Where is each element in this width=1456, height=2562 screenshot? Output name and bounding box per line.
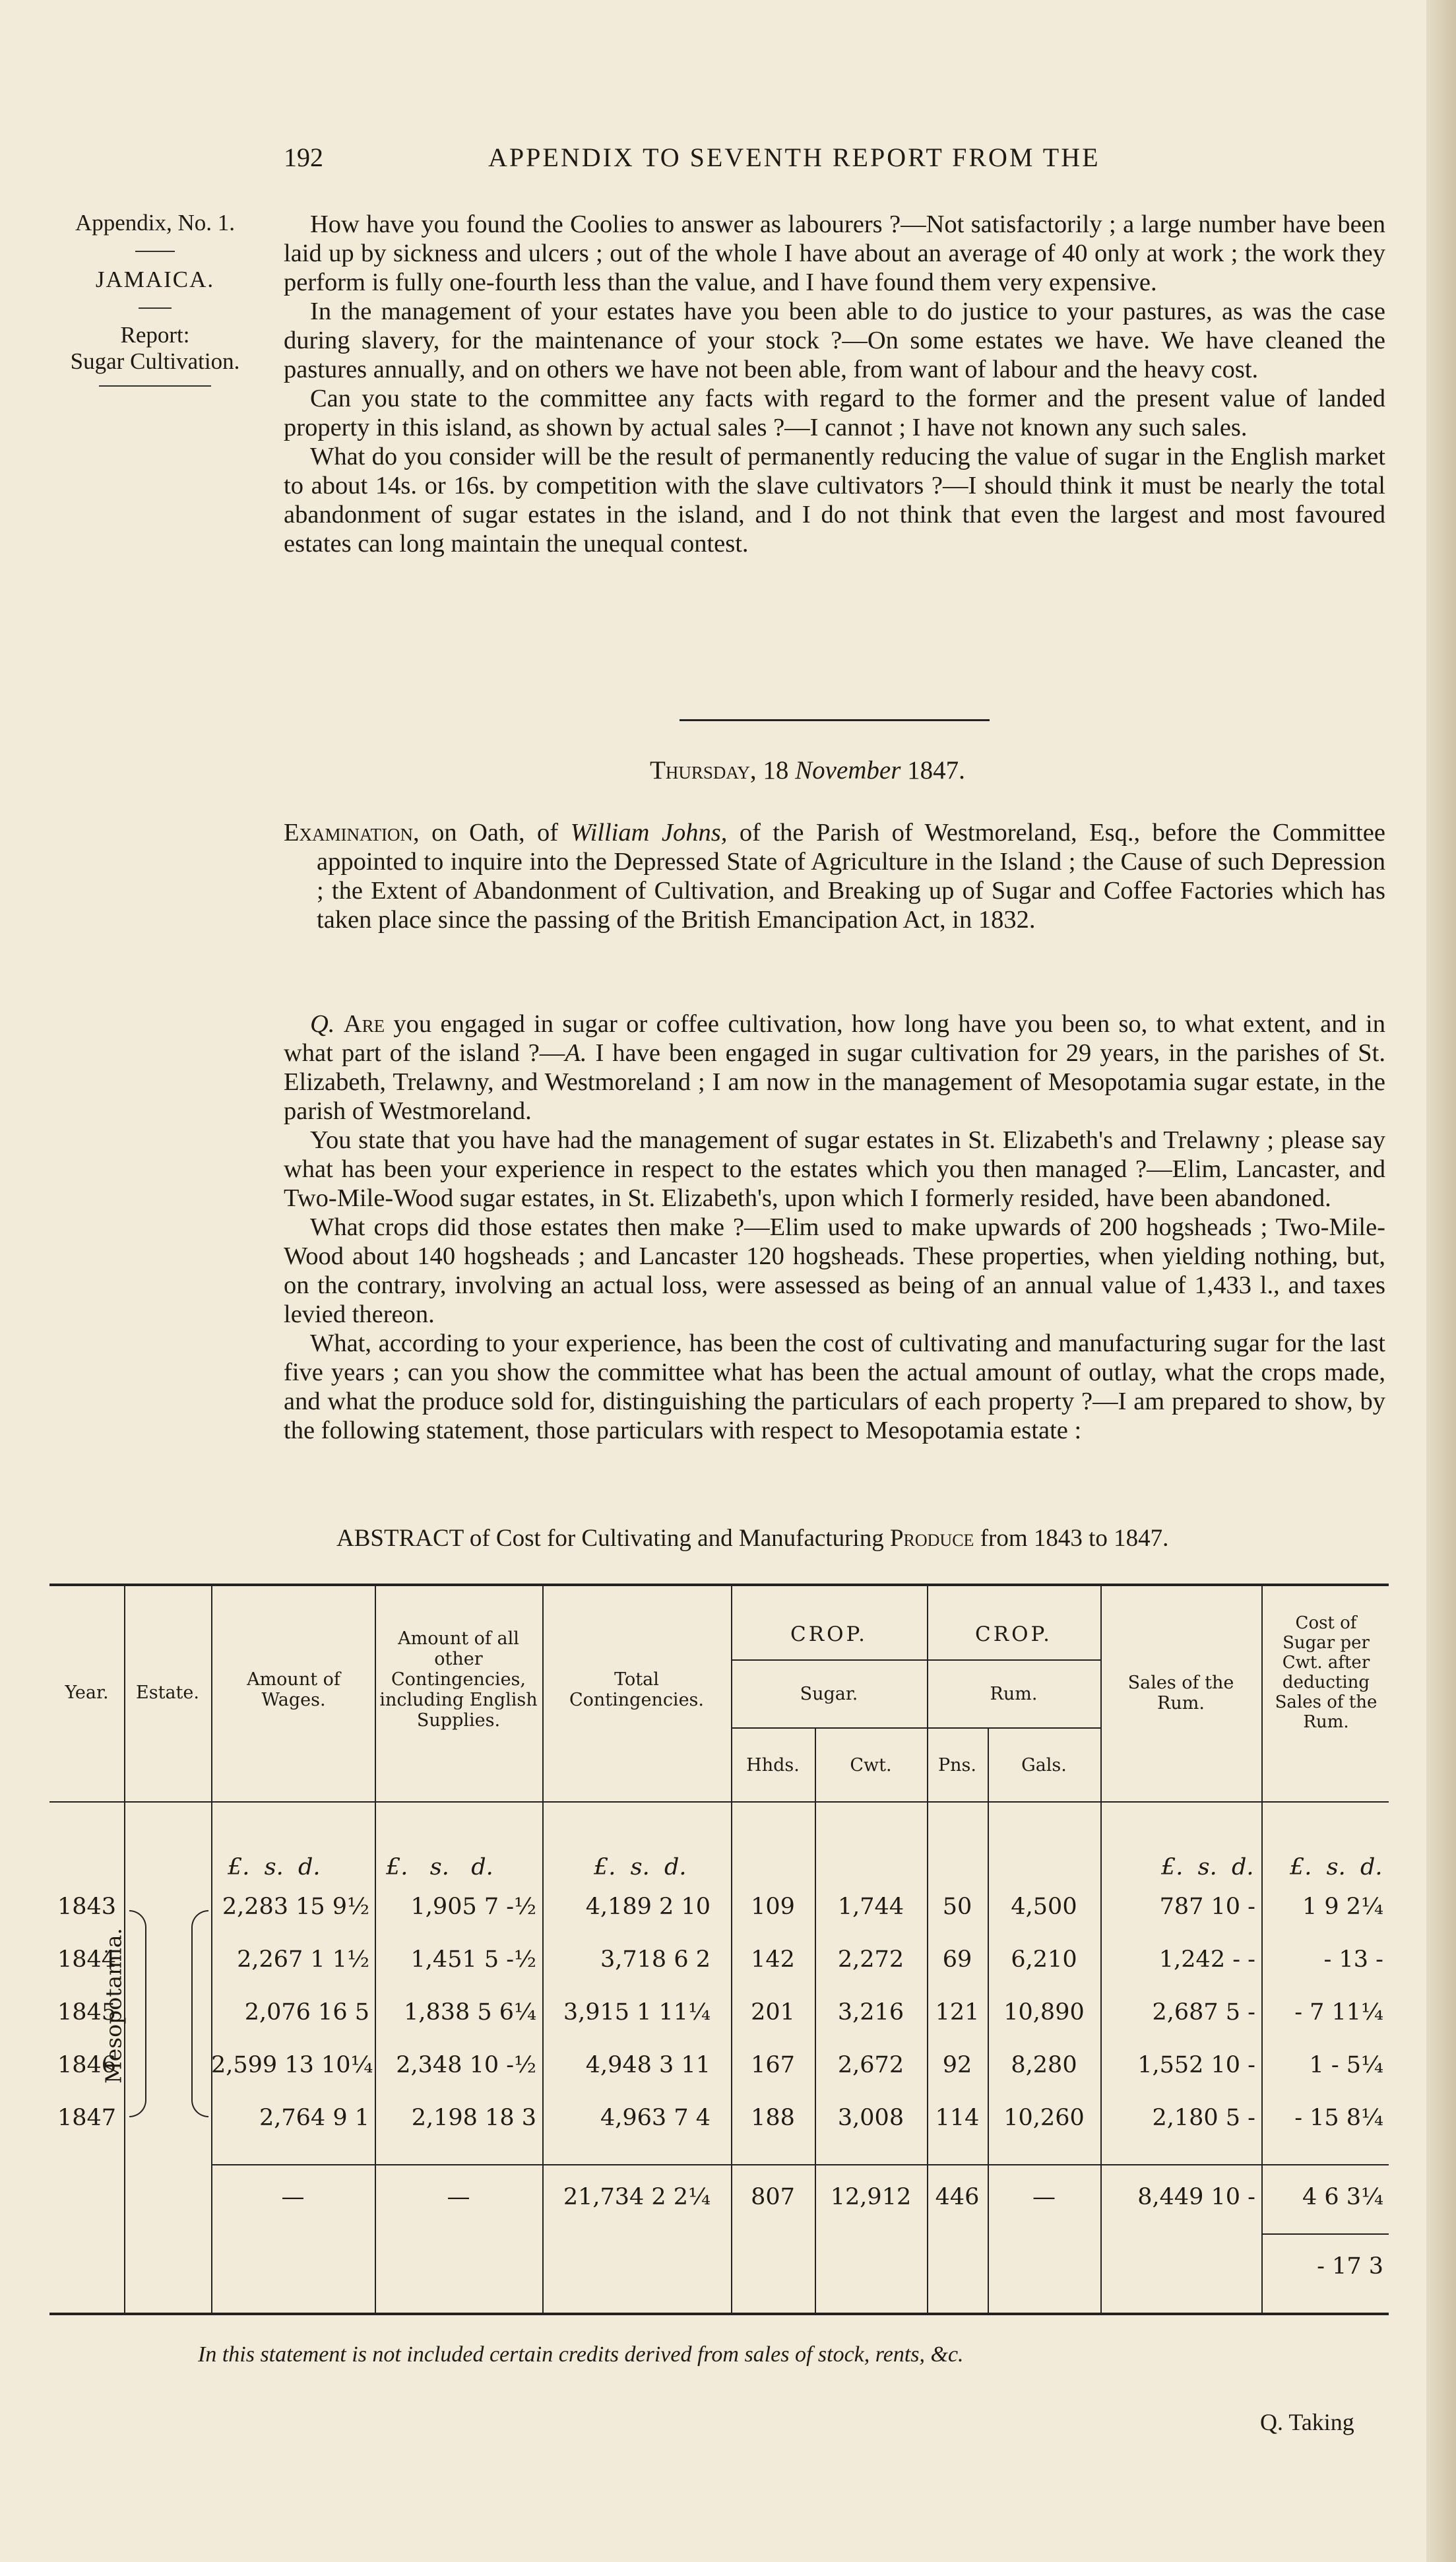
header-rum: Rum. [990,1684,1038,1704]
estate-name: Mesopotamia. [100,1927,127,2084]
cell-year: 1846 [57,2052,117,2078]
questions-and-answers [284,1009,1385,1445]
cell-contingencies: 1,838 5 6¼ [404,1999,536,2026]
header-cost: Cost of Sugar per Cwt. after deducting Sales of the Rum. [1275,1613,1377,1732]
currency-heading: £. s. d. [1161,1854,1254,1880]
cell-total-contingencies: — [447,2184,470,2210]
margin-report: Report: [120,322,190,348]
table-bottom-rule [49,2313,1389,2315]
crop-subrule [731,1727,1100,1729]
header-cwt: Cwt. [850,1755,892,1776]
cell-sales: 2,180 5 - [1152,2105,1255,2131]
q-first-word: Are [343,1010,385,1038]
cell-total: 4,189 2 10 [585,1894,711,1920]
cell-sales: 1,552 10 - [1137,2052,1255,2078]
header-total: Total Contingencies. [569,1669,704,1710]
cell-cost: - 13 - [1323,1946,1383,1973]
header-hhds: Hhds. [746,1755,800,1776]
estate-bracket-right [191,1910,208,2117]
cell-wages: 2,283 15 9½ [222,1894,369,1920]
header-year: Year. [65,1682,109,1703]
header-wages: Amount of Wages. [247,1669,340,1710]
cell-total: 4,963 7 4 [600,2105,711,2131]
margin-appendix: Appendix, No. 1. [75,210,236,236]
page-gutter-shadow [1426,0,1456,2562]
header-estate: Estate. [136,1682,199,1703]
cell-cwt: 1,744 [837,1894,904,1920]
currency-heading: £. s. d. [386,1854,493,1880]
currency-heading: £. s. d. [594,1854,687,1880]
currency-heading: £. s. d. [1290,1854,1383,1880]
cell-wages: 2,267 1 1½ [237,1946,369,1973]
date-day: Thursday, [650,756,757,785]
q1-text: you engaged in sugar or coffee cultivation, how long have you been so, to what extent, and in what part of the island ?— [284,1010,1385,1067]
page-number: 192 [284,143,323,172]
cell-year: 1845 [57,1999,117,2026]
cell-contingencies: 1,451 5 -½ [410,1946,536,1973]
cell-pns: 121 [935,1999,980,2026]
opening-questions [284,210,1385,558]
date-month: November [795,756,901,785]
cell-gals: 8,280 [1011,2052,1077,2078]
paragraph-coolies: How have you found the Coolies to answer as labourers ?—Not satisfactorily ; a large number have been laid up by sickness and ulcers ; out of the whole I have about an average of 40 only at work ; the work they perform is fully one-fourth less than the value, and I have found them very expensive. [284,210,1385,296]
examination-heading [284,818,1385,934]
running-title: APPENDIX TO SEVENTH REPORT FROM THE [488,143,1100,172]
caption-text: ABSTRACT of Cost for Cultivating and Manufacturing [336,1525,890,1552]
a1-text: I have been engaged in sugar cultivation for 29 years, in the parishes of St. Elizabeth, Trelawny, and Westmoreland ; I am now in the management of Mesopotamia sugar estate, in the parish of Westmoreland. [284,1039,1385,1125]
margin-rule [139,307,172,309]
cell-total-wages: — [281,2184,305,2210]
header-sugar: Sugar. [800,1684,858,1704]
paragraph-pastures: In the management of your estates have you been able to do justice to your pastures, as was the case during slavery, for the maintenance of your stock ?—On some estates we have. We have cleaned the pastures annually, and on others we have not been able, from want of labour and the heavy cost. [284,298,1385,383]
header-pns: Pns. [938,1755,976,1776]
header-sales: Sales of the Rum. [1127,1673,1234,1713]
cell-hhds: 188 [751,2105,795,2131]
header-gals: Gals. [1021,1755,1067,1776]
cell-hhds: 142 [751,1946,795,1973]
cell-gals: 6,210 [1011,1946,1077,1973]
cell-total: 3,915 1 11¼ [563,1999,711,2026]
paragraph-sugar-value: What do you consider will be the result of permanently reducing the value of sugar in the English market to about 14s. or 16s. by competition with the slave cultivators ?—I should think it must be nearly the total abandonment of sugar estates in the island, and I do not think that even the largest and most favoured estates can long maintain the unequal contest. [284,443,1385,558]
page-header [284,135,1385,181]
cell-gals: 10,890 [1003,1999,1085,2026]
header-contingencies: Amount of all other Contingencies, including English Supplies. [379,1628,538,1731]
cell-contingencies: 2,348 10 -½ [396,2052,536,2078]
cell-wages: 2,764 9 1 [259,2105,369,2131]
cell-cwt: 3,008 [837,2105,904,2131]
cell-sales: 1,242 - - [1158,1946,1255,1973]
paragraph-q3: What crops did those estates then make ?—Elim used to make upwards of 200 hogsheads ; Two-Mile-Wood about 140 hogsheads ; and Lancaster 120 hogsheads. These properties, when yielding nothing, but, on the contrary, involving an actual loss, were assessed as being of an annual value of 1,433 l., and taxes levied thereon. [284,1213,1385,1328]
catchword: Q. Taking [1260,2409,1354,2435]
cell-gals: 10,260 [1003,2105,1085,2131]
examination-text: of the Parish of Westmoreland, Esq., before the Committee appointed to inquire into the Depressed State of Agriculture in the Island ; the Cause of such Depression ; the Extent of Abandonment of Cultivation, and Breaking up of Sugar and Coffee Factories which has taken place since the passing of the British Emancipation Act, in 1832. [317,819,1385,934]
margin-country: JAMAICA. [95,267,215,292]
table-header-rule [49,1801,1389,1803]
cell-year: 1844 [57,1946,117,1973]
table-top-rule [49,1584,1389,1586]
cell-cwt: 3,216 [837,1999,904,2026]
cell-cwt: 2,272 [837,1946,904,1973]
table-footnote: In this statement is not included certain credits derived from sales of stock, rents, &c. [198,2342,964,2367]
cell-sales: 787 10 - [1159,1894,1255,1920]
cell-year: 1843 [57,1894,117,1920]
cell-grand-total: 21,734 2 2¼ [563,2184,711,2210]
paragraph-q2: You state that you have had the management of sugar estates in St. Elizabeth's and Trelawny ; please say what has been your experience in respect to the estates which you then managed ?—Elim, Lancaster, and Two-Mile-Wood sugar estates, in St. Elizabeth's, upon which I formerly resided, have been abandoned. [284,1126,1385,1212]
currency-heading: £. s. d. [228,1854,321,1880]
paragraph-q1 [284,1009,1385,1126]
cell-hhds: 201 [751,1999,795,2026]
cell-sales: 2,687 5 - [1152,1999,1255,2026]
average-rule [1261,2233,1389,2235]
margin-rule [135,251,175,252]
cell-total-sales: 8,449 10 - [1137,2184,1255,2210]
cell-wages: 2,076 16 5 [244,1999,369,2026]
cell-contingencies: 1,905 7 -½ [410,1894,536,1920]
examination-lead: Examination, [284,819,420,847]
date-year: 1847. [907,756,965,785]
cell-pns: 50 [942,1894,972,1920]
cell-total-cwt: 12,912 [830,2184,912,2210]
cell-cost: 1 9 2¼ [1302,1894,1383,1920]
header-crop-sugar: CROP. [790,1622,868,1646]
date-day-number: 18 [763,756,789,785]
section-divider [680,719,990,721]
cell-gals: 4,500 [1011,1894,1077,1920]
caption-produce: Produce [889,1525,974,1552]
witness-name: William Johns, [570,819,728,847]
paragraph-q4: What, according to your experience, has been the cost of cultivating and manufacturing sugar for the last five years ; can you show the committee what has been the actual amount of outlay, what the crops made, and what the produce sold for, distinguishing the particulars of each property ?—I am prepared to show, by the following statement, those particulars with respect to Mesopotamia estate : [284,1329,1385,1444]
cell-cost: 1 - 5¼ [1309,2052,1383,2078]
cell-total: 4,948 3 11 [585,2052,711,2078]
cell-wages: 2,599 13 10¼ [211,2052,373,2078]
cell-cost: - 15 8¼ [1294,2105,1383,2131]
margin-subject: Sugar Cultivation. [70,348,240,374]
paragraph-property-value: Can you state to the committee any facts with regard to the former and the present value of landed property in this island, as shown by actual sales ?—I cannot ; I have not known any such sales. [284,385,1385,441]
cell-total: 3,718 6 2 [600,1946,711,1973]
caption-text: from 1843 to 1847. [974,1525,1169,1552]
date-heading [650,755,965,785]
cell-cost: - 7 11¼ [1294,1999,1383,2026]
crop-subrule [731,1659,1100,1661]
table-caption [336,1524,1168,1553]
q-label: Q. [310,1010,335,1038]
a-label: A. [565,1039,587,1067]
cell-total-cost: 4 6 3¼ [1302,2184,1383,2210]
cell-hhds: 167 [751,2052,795,2078]
header-crop-rum: CROP. [975,1622,1052,1646]
examination-text: on Oath, of [419,819,571,847]
totals-rule [211,2164,1389,2165]
cell-cwt: 2,672 [837,2052,904,2078]
cell-average-cost: - 17 3 [1317,2253,1383,2280]
cell-total-gals: — [1032,2184,1056,2210]
cell-pns: 69 [942,1946,972,1973]
cell-year: 1847 [57,2105,117,2131]
cell-total-hhds: 807 [751,2184,795,2210]
cell-pns: 114 [935,2105,980,2131]
cell-hhds: 109 [751,1894,795,1920]
cell-pns: 92 [942,2052,972,2078]
cell-contingencies: 2,198 18 3 [411,2105,536,2131]
cell-total-pns: 446 [935,2184,980,2210]
margin-rule [99,385,211,387]
